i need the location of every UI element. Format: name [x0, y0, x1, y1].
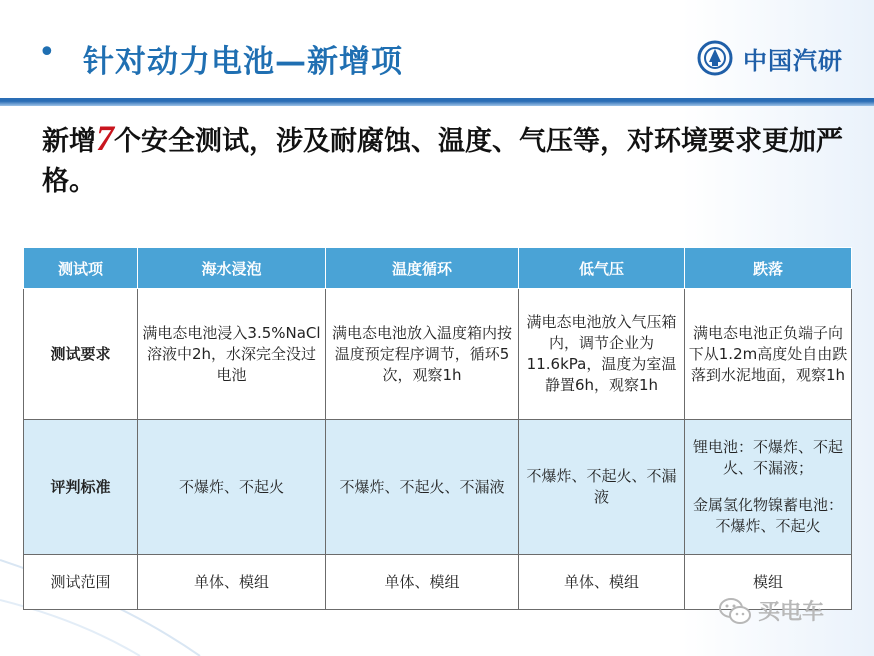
column-header-temperature-cycle: 温度循环 [326, 248, 519, 289]
watermark-text: 买电车 [758, 600, 825, 625]
table-cell: 单体、模组 [519, 555, 685, 610]
headline-suffix: 个安全测试，涉及耐腐蚀、温度、气压等，对环境要求更加严格。 [42, 126, 843, 197]
criteria-lithium: 锂电池：不爆炸、不起火、不漏液； [692, 438, 843, 477]
headline-number: 7 [96, 118, 114, 158]
slide-title: 针对动力电池—新增项 [83, 44, 403, 80]
row-label-criteria: 评判标准 [24, 420, 138, 555]
table-header-row [24, 248, 852, 289]
headline-prefix: 新增 [42, 126, 96, 157]
table-cell: 单体、模组 [138, 555, 326, 610]
chat-bubbles-icon [718, 596, 752, 626]
header-divider [0, 98, 874, 106]
slide-header [0, 0, 874, 100]
column-header-low-pressure: 低气压 [519, 248, 685, 289]
test-table [23, 247, 852, 610]
criteria-nimh: 金属氢化物镍蓄电池：不爆炸、不起火 [692, 496, 843, 535]
table-cell: 不爆炸、不起火、不漏液 [326, 420, 519, 555]
table-cell: 不爆炸、不起火、不漏液 [519, 420, 685, 555]
logo-emblem-icon [697, 40, 733, 76]
headline [42, 118, 852, 202]
table-cell: 满电态电池正负端子向下从1.2m高度处自由跌落到水泥地面，观察1h [685, 289, 852, 420]
column-header-seawater: 海水浸泡 [138, 248, 326, 289]
table-cell [685, 420, 852, 555]
row-label-requirement: 测试要求 [24, 289, 138, 420]
table-cell: 满电态电池浸入3.5%NaCl溶液中2h，水深完全没过电池 [138, 289, 326, 420]
table-cell: 不爆炸、不起火 [138, 420, 326, 555]
table-row [24, 289, 852, 420]
column-header-test-item: 测试项 [24, 248, 138, 289]
table-cell: 模组 [685, 555, 852, 610]
column-header-drop: 跌落 [685, 248, 852, 289]
watermark [718, 595, 824, 626]
logo-text: 中国汽研 [743, 46, 843, 75]
table-row [24, 420, 852, 555]
logo [697, 38, 867, 78]
row-label-scope: 测试范围 [24, 555, 138, 610]
table-cell: 单体、模组 [326, 555, 519, 610]
table-cell: 满电态电池放入温度箱内按温度预定程序调节，循环5次，观察1h [326, 289, 519, 420]
table-cell: 满电态电池放入气压箱内，调节企业为11.6kPa，温度为室温静置6h，观察1h [519, 289, 685, 420]
title-bullet: • [38, 35, 56, 70]
